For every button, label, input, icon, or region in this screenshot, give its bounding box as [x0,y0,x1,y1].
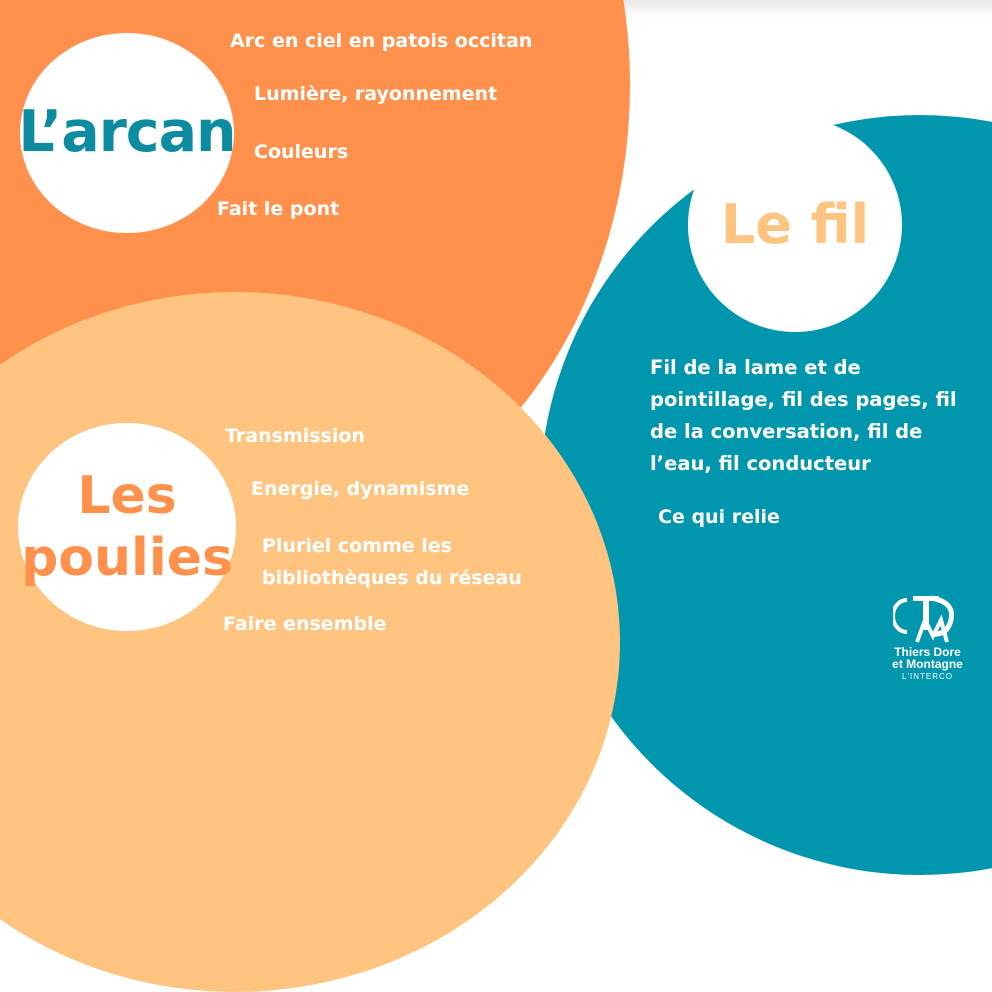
fil-title: Le fil [720,192,870,256]
fil-tagline: Ce qui relie [658,506,780,528]
poulies-item-4: Faire ensemble [223,613,387,635]
arcan-title-circle [20,33,234,233]
arcan-item-2: Lumière, rayonnement [254,83,498,105]
logo-line2: et Montagne [892,657,963,671]
arcan-item-4: Fait le pont [217,198,340,220]
poulies-item-3: Pluriel comme les bibliothèques du réseau [262,535,522,589]
fil-title-circle [688,118,902,332]
tdm-monogram-icon [893,590,963,646]
poulies-item-2: Energie, dynamisme [251,478,470,500]
poulies-title-line1: Les [77,465,177,526]
poulies-item-1: Transmission [225,425,365,447]
arcan-item-1: Arc en ciel en patois occitan [230,30,533,52]
arcan-item-3: Couleurs [254,141,349,163]
tdm-logo [880,590,975,705]
fil-paragraph: Fil de la lame et de pointillage, fil des pages, fil de la conversation, fil de l’eau, fil conducteur [650,356,957,475]
arcan-title: L’arcan [18,99,236,166]
logo-line3: L'INTERCO [902,672,953,681]
poulies-title-circle [18,423,236,631]
poulies-title [21,465,233,590]
poulies-title-line2: poulies [21,528,233,588]
logo-line1: Thiers Dore [894,645,961,659]
